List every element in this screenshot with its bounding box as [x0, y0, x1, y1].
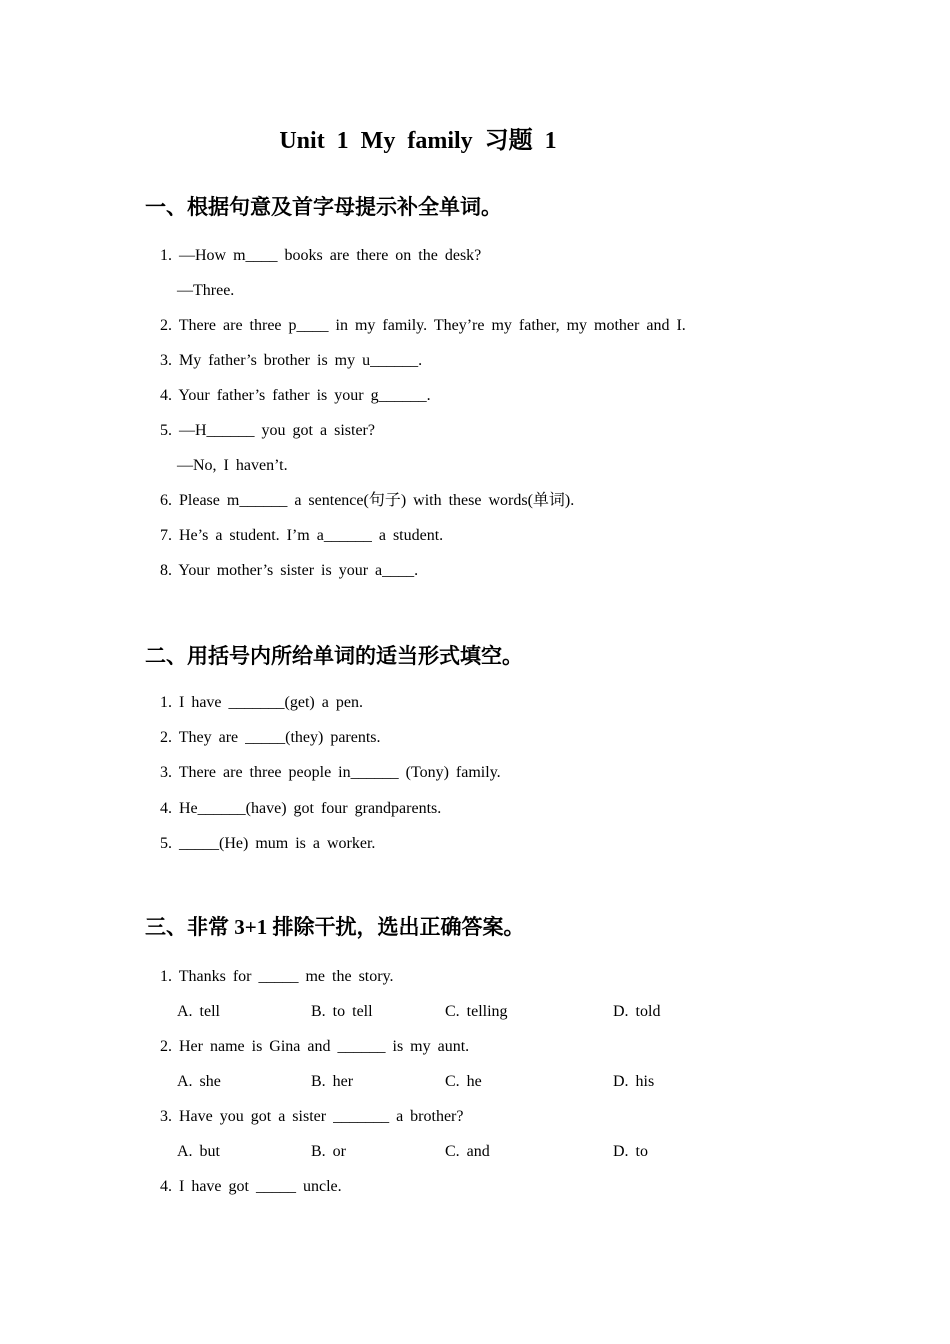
- option-c: C. and: [445, 1143, 490, 1160]
- section1-line: 6. Please m______ a sentence(句子) with these words(单词).: [160, 492, 575, 509]
- section1-line: 1. —How m____ books are there on the desk?: [160, 247, 482, 264]
- section1-heading: 一、根据句意及首字母提示补全单词。: [145, 195, 502, 219]
- question-stem: 2. Her name is Gina and ______ is my aunt.: [160, 1038, 470, 1055]
- section1-line: —Three.: [177, 282, 235, 299]
- option-d: D. told: [613, 1003, 661, 1020]
- question-stem: 3. Have you got a sister _______ a brother?: [160, 1108, 464, 1125]
- section1-line: —No, I haven’t.: [177, 457, 288, 474]
- question-stem: 1. Thanks for _____ me the story.: [160, 968, 394, 985]
- option-c: C. he: [445, 1073, 482, 1090]
- section1-line: 5. —H______ you got a sister?: [160, 422, 375, 439]
- option-a: A. she: [177, 1073, 221, 1090]
- section3-heading: 三、非常 3+1 排除干扰，选出正确答案。: [145, 915, 525, 939]
- section1-line: 8. Your mother’s sister is your a____.: [160, 562, 419, 579]
- section1-line: 3. My father’s brother is my u______.: [160, 352, 423, 369]
- section1-line: 7. He’s a student. I’m a______ a student.: [160, 527, 444, 544]
- option-c: C. telling: [445, 1003, 508, 1020]
- option-d: D. to: [613, 1143, 648, 1160]
- option-b: B. or: [311, 1143, 346, 1160]
- section1-line: 2. There are three p____ in my family. They’re my father, my mother and I.: [160, 317, 686, 334]
- option-b: B. her: [311, 1073, 354, 1090]
- section2-heading: 二、用括号内所给单词的适当形式填空。: [145, 644, 523, 668]
- section2-line: 5. _____(He) mum is a worker.: [160, 835, 376, 852]
- section2-line: 3. There are three people in______ (Tony) family.: [160, 764, 501, 781]
- section2-line: 1. I have _______(get) a pen.: [160, 694, 363, 711]
- section2-line: 2. They are _____(they) parents.: [160, 729, 381, 746]
- page-title: Unit 1 My family 习题 1: [279, 128, 557, 154]
- question-stem: 4. I have got _____ uncle.: [160, 1178, 342, 1195]
- option-d: D. his: [613, 1073, 655, 1090]
- section2-line: 4. He______(have) got four grandparents.: [160, 800, 442, 817]
- option-b: B. to tell: [311, 1003, 373, 1020]
- option-a: A. but: [177, 1143, 220, 1160]
- section1-line: 4. Your father’s father is your g______.: [160, 387, 431, 404]
- option-a: A. tell: [177, 1003, 220, 1020]
